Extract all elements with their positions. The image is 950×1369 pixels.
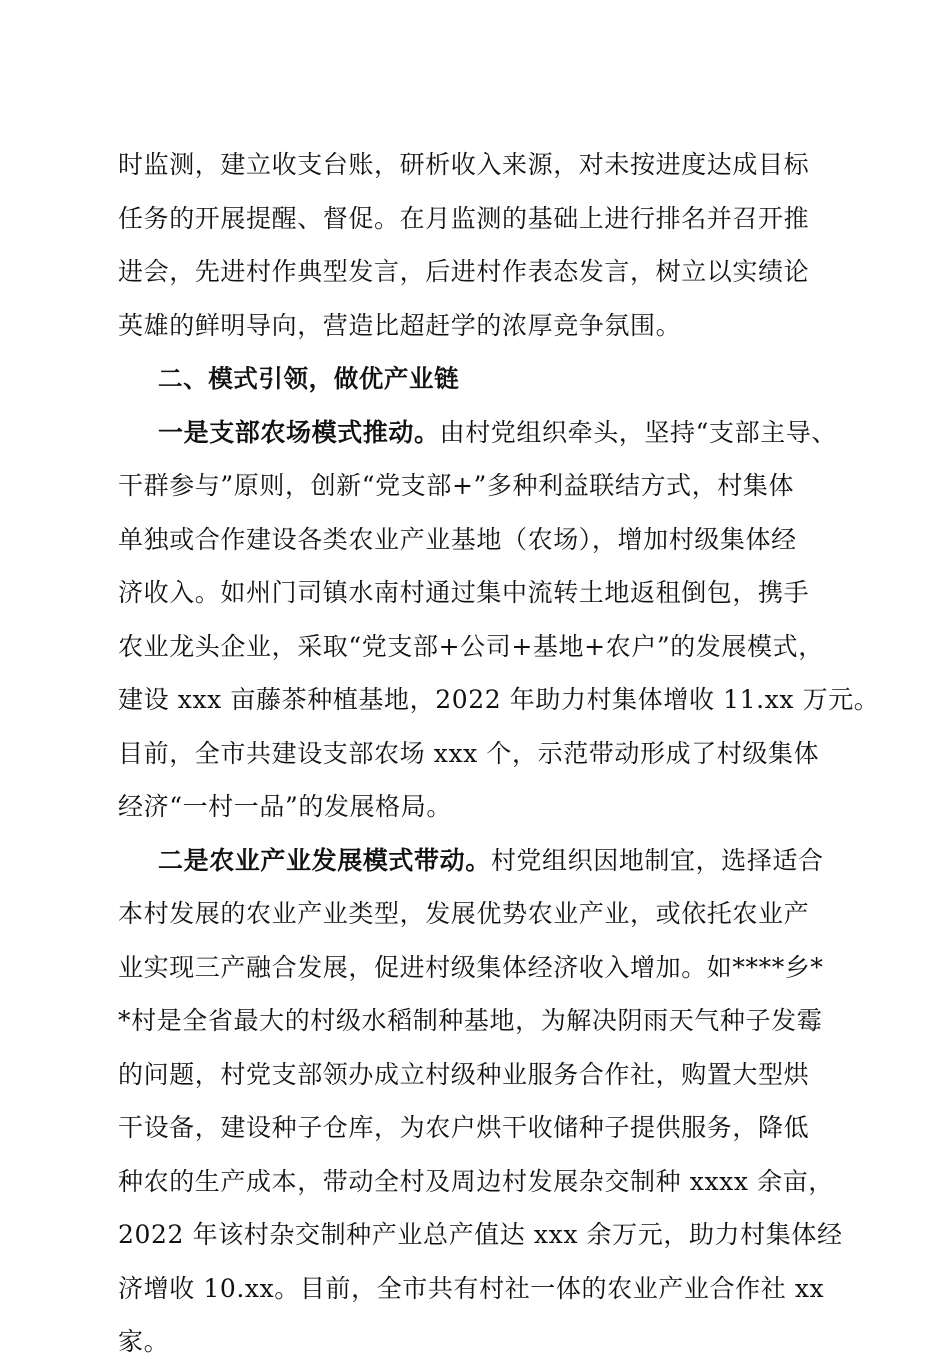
paragraph-line: 家。 bbox=[118, 1327, 170, 1356]
paragraph-1-lead: 一是支部农场模式推动。 bbox=[158, 417, 440, 447]
paragraph-line: 2022 年该村杂交制种产业总产值达 xxx 余万元，助力村集体经 bbox=[118, 1220, 843, 1249]
document-body bbox=[118, 138, 880, 1369]
section-heading: 二、模式引领，做优产业链 bbox=[158, 364, 460, 393]
paragraph-line: *村是全省最大的村级水稻制种基地，为解决阴雨天气种子发霉 bbox=[118, 1006, 823, 1035]
paragraph-line: 本村发展的农业产业类型，发展优势农业产业，或依托农业产 bbox=[118, 899, 810, 928]
paragraph-line: 干设备，建设种子仓库，为农户烘干收储种子提供服务，降低 bbox=[118, 1113, 810, 1142]
paragraph-line: 英雄的鲜明导向，营造比超赶学的浓厚竞争氛围。 bbox=[118, 310, 682, 340]
paragraph-line: 的问题，村党支部领办成立村级种业服务合作社，购置大型烘 bbox=[118, 1059, 810, 1089]
paragraph-line: 干群参与”原则，创新“党支部+”多种利益联结方式，村集体 bbox=[118, 471, 795, 500]
paragraph-line: 单独或合作建设各类农业产业基地（农场），增加村级集体经 bbox=[118, 524, 797, 554]
paragraph-2-first-line-rest: 村党组织因地制宜，选择适合 bbox=[490, 845, 824, 875]
paragraph-1-first-line-rest: 由村党组织牵头，坚持“支部主导、 bbox=[439, 417, 837, 447]
paragraph-2-lead: 二是农业产业发展模式带动。 bbox=[158, 845, 491, 875]
paragraph-line: 济收入。如州门司镇水南村通过集中流转土地返租倒包，携手 bbox=[118, 578, 810, 607]
paragraph-2-first-line bbox=[118, 834, 838, 888]
paragraph-1-first-line bbox=[118, 406, 838, 460]
paragraph-line: 进会，先进村作典型发言，后进村作表态发言，树立以实绩论 bbox=[118, 257, 810, 286]
paragraph-line: 任务的开展提醒、督促。在月监测的基础上进行排名并召开推 bbox=[118, 203, 810, 233]
paragraph-line: 建设 xxx 亩藤茶种植基地，2022 年助力村集体增收 11.xx 万元。 bbox=[118, 685, 880, 714]
paragraph-line: 种农的生产成本，带动全村及周边村发展杂交制种 xxxx 余亩， bbox=[118, 1166, 834, 1196]
paragraph-line: 时监测，建立收支台账，研析收入来源，对未按进度达成目标 bbox=[118, 150, 810, 179]
paragraph-line: 目前，全市共建设支部农场 xxx 个，示范带动形成了村级集体 bbox=[118, 738, 820, 768]
paragraph-line: 业实现三产融合发展，促进村级集体经济收入增加。如****乡* bbox=[118, 952, 824, 982]
paragraph-line: 济增收 10.xx。目前，全市共有村社一体的农业产业合作社 xx bbox=[118, 1273, 825, 1303]
paragraph-line: 农业龙头企业，采取“党支部+公司+基地+农户”的发展模式， bbox=[118, 631, 824, 661]
paragraph-line: 经济“一村一品”的发展格局。 bbox=[118, 792, 452, 821]
